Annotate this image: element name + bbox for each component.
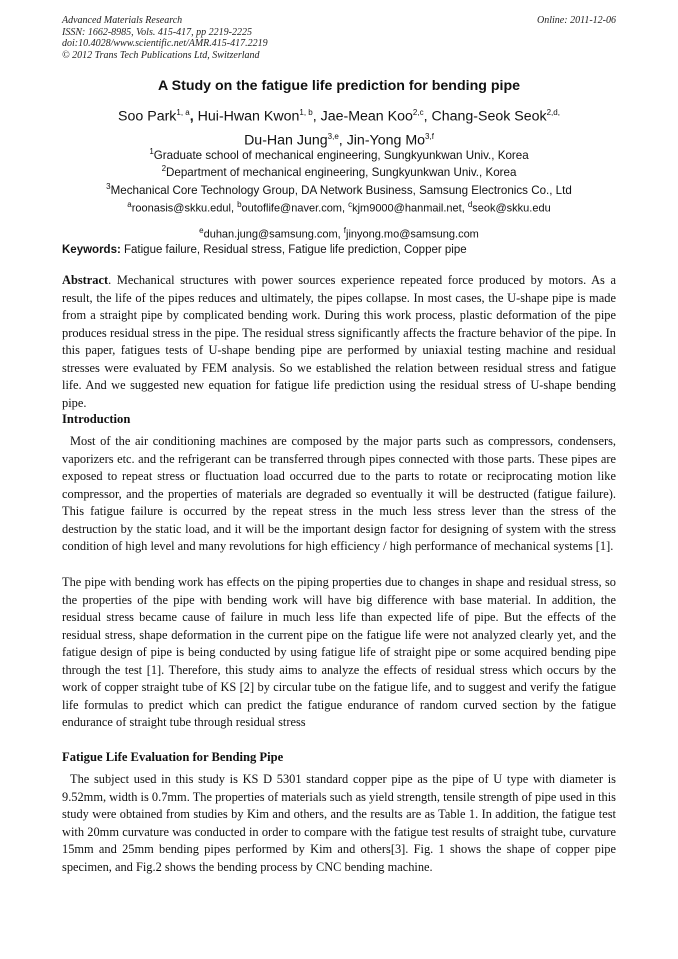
affiliations: [0, 145, 678, 197]
email-line-1: $^a$roonasis@skku.edul, $^b$outoflife@naver.com, $^c$kjm9000@hanmail.net, $^d$seok@skku.edu: [127, 200, 551, 215]
author-name: Jae-Mean Koo: [320, 108, 413, 125]
author-name: Hui-Hwan Kwon: [197, 108, 300, 125]
author-line-2: Du-Han Jung$^{3,e}$, Jin-Yong Mo$^{3,f}$: [244, 131, 434, 149]
keywords-text: Fatigue failure, Residual stress, Fatigue life prediction, Copper pipe: [124, 244, 467, 256]
paper-title: A Study on the fatigue life prediction for bending pipe: [157, 78, 521, 94]
email-link[interactable]: duhan.jung@samsung.com,: [203, 228, 341, 241]
affiliation-1: $^1$Graduate school of mechanical engineering, Sungkyunkwan Univ., Korea: [149, 147, 529, 162]
author-sup: 2,d,: [546, 108, 560, 117]
author-name: Chang-Seok Seok: [431, 108, 547, 125]
affiliation-3: $^3$Mechanical Core Technology Group, DA Network Business, Samsung Electronics Co., Ltd: [106, 181, 572, 197]
author-sup: 3,e: [327, 131, 339, 141]
fatigue-section-heading: Fatigue Life Evaluation for Bending Pipe: [62, 750, 284, 764]
email-link[interactable]: seok@skku.edu: [472, 202, 551, 215]
introduction-paragraph-2: The pipe with bending work has effects on the piping properties due to changes in shape and residual stress, so the properties of the pipe with bending work will have big difference with base material. In addition, the residual stress became cause of failure in much less life than expected life of pipe. But the effects of the residual stress, shape deformation in the current pipe on the fatigue life were not analyzed clearly yet, and the fatigue design of pipe is being conducted by using fatigue life of straight pipe or some acquired bending pipe through the test [1]. Therefore, this study aims to analyze the effects of residual stress which occurs by the work of copper straight tube of KS [2] by circular tube on the fatigue life, and to suggest and verify the fatigue life formulas to predict which can predict the fatigue endurance of random curved section by the fatigue endurance of straight tube through residual stress: [62, 575, 616, 729]
email-link[interactable]: jinyong.mo@samsung.com: [346, 228, 479, 241]
author-emails: [0, 194, 678, 245]
introduction-heading: Introduction: [62, 412, 131, 426]
fatigue-section-paragraph: The subject used in this study is KS D 5301 standard copper pipe as the pipe of U type with diameter is 9.52mm, width is 0.7mm. The properties of materials such as yield strength, tensile strength of pipe used in this study were obtained from studies by Kim and others, and the results are as Table 1. In addition, the fatigue test with 20mm curvature was conducted in order to compare with the fatigue test results of straight tube, curvature 15mm and 25mm bending pipes performed by Kim and others[3]. Fig. 1 shows the shape of copper pipe specimen, and Fig.2 shows the bending process by CNC bending machine.: [62, 772, 616, 874]
author-list: [0, 103, 678, 150]
abstract-paragraph: [62, 272, 616, 412]
author-sup: 1, b: [299, 108, 313, 117]
keywords: [62, 244, 467, 256]
affiliation-2: $^2$Department of mechanical engineering, Sungkyunkwan Univ., Korea: [161, 164, 517, 180]
author-name: Jin-Yong Mo: [346, 132, 426, 149]
journal-name: Advanced Materials Research: [62, 15, 183, 26]
introduction-paragraph-1: Most of the air conditioning machines are composed by the major parts such as compressors, condensers, vaporizers etc. and the refrigerant can be transferred through pipes connected with those parts. These pipes are exposed to repeat stress or fluctuation load occurred due to the parts to rotate or reciprocating motion like compressor, and the properties of materials are degraded so eventually it will be destructed (fatigue failure). This fatigue failure is occurred by the repeat stress in the much less stress lever than the stress of the destruction by the static load, and it will be the important design factor for designing of system with the stress condition of high level and many revolutions for high efficiency / high performance of mechanical systems [1].: [62, 434, 616, 553]
journal-copyright: © 2012 Trans Tech Publications Ltd, Switzerland: [62, 49, 260, 61]
journal-issn: ISSN: 1662-8985, Vols. 415-417, pp 2219-2225: [62, 26, 252, 38]
author-name: Du-Han Jung: [244, 132, 328, 149]
author-name: Soo Park: [118, 108, 177, 125]
author-sup: 1, a: [176, 108, 190, 117]
email-link[interactable]: roonasis@skku.edul,: [131, 202, 235, 215]
email-link[interactable]: kjm9000@hanmail.net,: [352, 202, 465, 215]
author-line-1: Soo Park$^{1, a}$, Hui-Hwan Kwon$^{1, b}$, Jae-Mean Koo$^{2,c}$, Chang-Seok Seok$^{2,d,}$: [118, 108, 560, 125]
email-link[interactable]: outoflife@naver.com,: [241, 202, 346, 215]
author-sup: 3,f: [425, 131, 434, 141]
email-line-2: $^e$duhan.jung@samsung.com, $^f$jinyong.mo@samsung.com: [199, 225, 479, 241]
abstract-text: . Mechanical structures with power sources experience repeated force produced by motors. As a result, the life of the pipes reduces and ultimately, the pipes collapse. In most cases, the U-shape pipe is made from a straight pipe by complicated bending work. During this work process, plastic deformation of the pipe produces residual stress in the pipe. The residual stress significantly affects the fracture behavior of the pipe. In this paper, fatigues tests of U-shape bending pipe are performed by uniaxial testing machine and residual stresses were evaluated by FEM analysis. So we established the relation between residual stress and fatigue life. And we suggested new equation for fatigue life prediction using the residual stress of U-shape bending pipe.: [62, 273, 616, 410]
journal-header: [62, 15, 268, 61]
journal-doi[interactable]: doi:10.4028/www.scientific.net/AMR.415-417.2219: [62, 38, 268, 50]
abstract-label: Abstract: [62, 273, 109, 287]
author-sup: 2,c: [412, 108, 424, 117]
keywords-label: Keywords:: [62, 244, 121, 256]
online-date: Online: 2011-12-06: [537, 15, 616, 26]
